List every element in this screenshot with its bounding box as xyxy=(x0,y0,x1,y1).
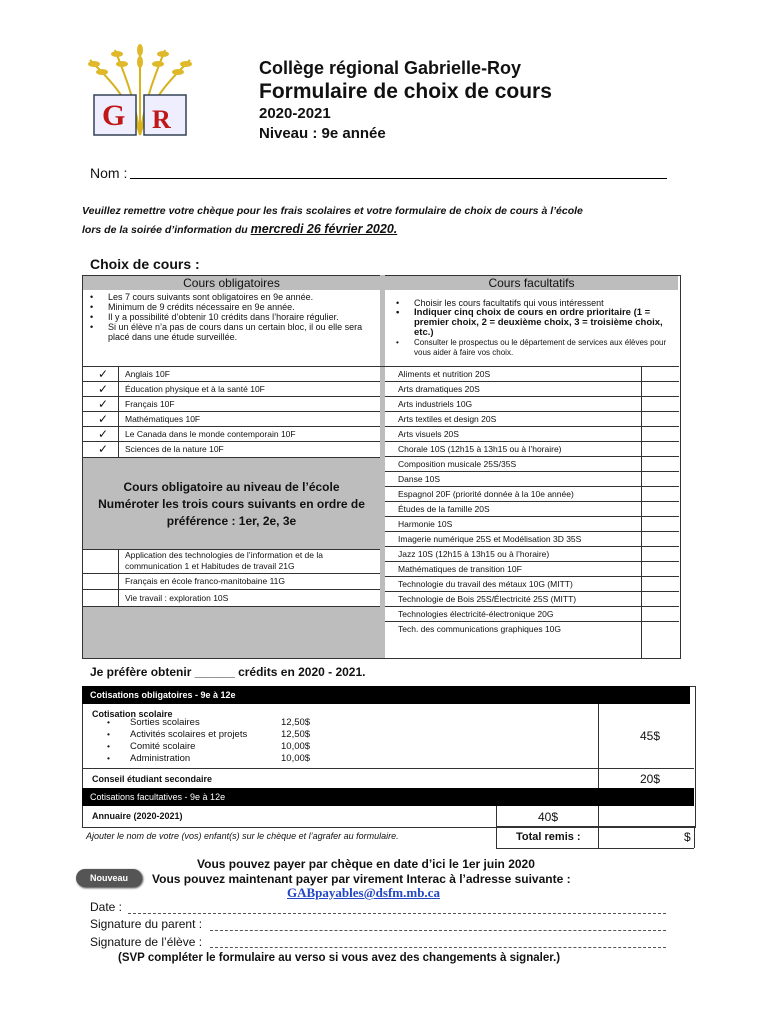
check-icon: ✓ xyxy=(98,412,109,426)
optional-header: Cours facultatifs xyxy=(385,276,678,290)
bullet-icon: • xyxy=(107,717,110,727)
payment-email[interactable]: GABpayables@dsfm.mb.ca xyxy=(287,885,440,900)
mandatory-course: Anglais 10F xyxy=(125,369,170,379)
divider xyxy=(83,441,380,442)
fee-item-amount: 10,00$ xyxy=(281,741,311,752)
school-name: Collège régional Gabrielle-Roy xyxy=(259,58,522,78)
divider xyxy=(83,366,679,367)
priority-input[interactable] xyxy=(642,367,678,381)
divider xyxy=(385,381,679,382)
yearbook-amount: 40$ xyxy=(538,810,559,824)
school-level-course: Application des technologies de l’information et de la communication 1 et Habitudes de travail 21G xyxy=(125,550,323,571)
bullet-icon: • xyxy=(107,753,110,763)
divider xyxy=(385,456,679,457)
fee-item-amount: 12,50$ xyxy=(281,717,311,728)
optional-course: Danse 10S xyxy=(398,474,441,484)
mandatory-course: Sciences de la nature 10F xyxy=(125,444,224,454)
student-council-label: Conseil étudiant secondaire xyxy=(92,774,213,784)
mandatory-instructions xyxy=(86,292,378,342)
student-council-amount: 20$ xyxy=(640,772,661,786)
check-icon: ✓ xyxy=(98,427,109,441)
priority-input[interactable] xyxy=(642,457,678,471)
instruction-text: lors de la soirée d’information du xyxy=(82,224,248,236)
divider xyxy=(385,621,679,622)
optional-course: Arts dramatiques 20S xyxy=(398,384,480,394)
mandatory-course: Éducation physique et à la santé 10F xyxy=(125,384,265,394)
optional-course: Technologies électricité-électronique 20G xyxy=(398,609,554,619)
fee-item-label: Activités scolaires et projets xyxy=(130,729,248,740)
bullet-item: • Choisir les cours facultatifs qui vous intéressent xyxy=(392,298,672,308)
bullet-item: • Les 7 cours suivants sont obligatoires en 9e année. xyxy=(86,292,378,302)
course-choice-title: Choix de cours : xyxy=(90,256,200,272)
priority-input[interactable] xyxy=(642,487,678,501)
name-label: Nom : xyxy=(90,165,128,181)
preference-order: préférence : 1er, 2e, 3e xyxy=(166,514,297,528)
divider xyxy=(496,826,694,827)
school-level-course: Vie travail : exploration 10S xyxy=(125,593,229,603)
priority-input[interactable] xyxy=(642,622,678,636)
optional-course: Tech. des communications graphiques 10G xyxy=(398,624,562,634)
school-level-instruction: Numéroter les trois cours suivants en ordre de xyxy=(98,497,365,511)
divider xyxy=(385,546,679,547)
priority-input[interactable] xyxy=(642,562,678,576)
priority-input[interactable] xyxy=(642,442,678,456)
parent-signature-label: Signature du parent : xyxy=(90,917,203,931)
school-fee-title: Cotisation scolaire xyxy=(92,709,173,719)
svg-text:G: G xyxy=(102,99,126,132)
cheque-note: Ajouter le nom de votre (vos) enfant(s) sur le chèque et l’agrafer au formulaire. xyxy=(86,831,399,841)
bullet-item: • Si un élève n’a pas de cours dans un certain bloc, il ou elle sera placé dans une étude surveillée. xyxy=(86,322,378,342)
divider xyxy=(83,381,380,382)
school-logo xyxy=(80,40,200,150)
optional-course: Harmonie 10S xyxy=(398,519,453,529)
left-col-separator xyxy=(380,275,385,658)
credits-preference[interactable]: Je préfère obtenir ______ crédits en 2020 - 2021. xyxy=(90,665,366,679)
svg-text:R: R xyxy=(152,105,171,134)
divider xyxy=(82,768,694,769)
divider xyxy=(385,606,679,607)
optional-course: Jazz 10S (12h15 à 13h15 ou à l’horaire) xyxy=(398,549,550,559)
divider xyxy=(385,531,679,532)
divider xyxy=(598,704,599,768)
fee-item-amount: 12,50$ xyxy=(281,729,311,740)
divider xyxy=(385,441,679,442)
school-level-title: Cours obligatoire au niveau de l’école xyxy=(123,480,340,494)
school-level-course: Français en école franco-manitobaine 11G xyxy=(125,576,286,586)
new-badge: Nouveau xyxy=(76,869,142,887)
optional-course: Mathématiques de transition 10F xyxy=(398,564,522,574)
bullet-icon: • xyxy=(107,741,110,751)
divider xyxy=(385,426,679,427)
priority-input[interactable] xyxy=(642,577,678,591)
priority-input[interactable] xyxy=(642,382,678,396)
payment-deadline: Vous pouvez payer par chèque en date d’ici le 1er juin 2020 xyxy=(197,857,535,871)
bullet-item: • Il y a possibilité d’obtenir 10 crédits dans l’horaire régulier. xyxy=(86,312,378,322)
optional-course: Technologie de Bois 25S/Électricité 25S (MITT) xyxy=(398,594,577,604)
fee-item-label: Sorties scolaires xyxy=(130,717,200,728)
divider xyxy=(694,826,695,848)
form-title: Formulaire de choix de cours xyxy=(259,80,552,103)
fee-item-label: Comité scolaire xyxy=(130,741,196,752)
mandatory-course: Français 10F xyxy=(125,399,175,409)
grade-level: Niveau : 9e année xyxy=(259,125,386,142)
priority-input[interactable] xyxy=(642,532,678,546)
divider xyxy=(83,573,380,574)
instruction-line-1: Veuillez remettre votre chèque pour les frais scolaires et votre formulaire de choix de cours à l’école xyxy=(82,205,583,217)
divider xyxy=(118,549,119,606)
name-field[interactable] xyxy=(130,178,667,179)
student-signature-field[interactable] xyxy=(210,947,666,949)
instruction-line-2 xyxy=(82,222,397,236)
divider xyxy=(598,768,599,788)
parent-signature-field[interactable] xyxy=(210,930,666,932)
optional-course: Aliments et nutrition 20S xyxy=(398,369,491,379)
check-icon: ✓ xyxy=(98,367,109,381)
mandatory-course: Le Canada dans le monde contemporain 10F xyxy=(125,429,296,439)
total-label: Total remis : xyxy=(516,831,581,843)
divider xyxy=(83,411,380,412)
optional-course: Arts visuels 20S xyxy=(398,429,459,439)
school-year: 2020-2021 xyxy=(259,105,331,122)
optional-fees-header: Cotisations facultatives - 9e à 12e xyxy=(82,788,694,806)
priority-input[interactable] xyxy=(642,592,678,606)
mandatory-course: Mathématiques 10F xyxy=(125,414,201,424)
priority-input[interactable] xyxy=(642,547,678,561)
divider xyxy=(385,516,679,517)
fee-item-label: Administration xyxy=(130,753,191,764)
divider xyxy=(83,426,380,427)
bullet-item: • Consulter le prospectus ou le département de services aux élèves pour vous aider à faire vos choix. xyxy=(392,338,672,358)
divider xyxy=(385,471,679,472)
divider xyxy=(385,486,679,487)
optional-course: Études de la famille 20S xyxy=(398,504,490,514)
divider xyxy=(385,396,679,397)
interac-instruction: Vous pouvez maintenant payer par virement Interac à l’adresse suivante : xyxy=(152,872,571,886)
optional-course: Imagerie numérique 25S et Modélisation 3D 35S xyxy=(398,534,582,544)
priority-input[interactable] xyxy=(642,472,678,486)
optional-instructions xyxy=(392,298,672,358)
school-fee-total: 45$ xyxy=(640,729,661,743)
priority-input[interactable] xyxy=(642,517,678,531)
optional-course: Technologie du travail des métaux 10G (MITT) xyxy=(398,579,573,589)
priority-input[interactable] xyxy=(642,502,678,516)
divider xyxy=(385,576,679,577)
instruction-date: mercredi 26 février 2020. xyxy=(250,222,398,236)
divider xyxy=(118,366,119,458)
date-field[interactable] xyxy=(128,913,666,915)
divider xyxy=(496,806,497,848)
fee-item-amount: 10,00$ xyxy=(281,753,311,764)
blank-grey-area xyxy=(83,607,380,658)
yearbook-label: Annuaire (2020-2021) xyxy=(92,811,183,821)
divider xyxy=(385,501,679,502)
divider xyxy=(83,396,380,397)
optional-course: Espagnol 20F (priorité donnée à la 10e année) xyxy=(398,489,574,499)
mandatory-fees-header: Cotisations obligatoires - 9e à 12e xyxy=(82,686,690,704)
optional-course: Arts industriels 10G xyxy=(398,399,473,409)
divider xyxy=(385,561,679,562)
check-icon: ✓ xyxy=(98,382,109,396)
optional-course: Arts textiles et design 20S xyxy=(398,414,497,424)
divider xyxy=(385,591,679,592)
priority-input[interactable] xyxy=(642,427,678,441)
priority-input[interactable] xyxy=(642,397,678,411)
bullet-icon: • xyxy=(107,729,110,739)
check-icon: ✓ xyxy=(98,442,109,456)
student-signature-label: Signature de l’élève : xyxy=(90,935,203,949)
optional-course: Chorale 10S (12h15 à 13h15 ou à l’horaire) xyxy=(398,444,562,454)
school-level-preference xyxy=(83,514,380,528)
bullet-item: • Indiquer cinq choix de cours en ordre prioritaire (1 = premier choix, 2 = deuxième choix, 3 = troisième choix, etc.) xyxy=(392,308,672,338)
date-label: Date : xyxy=(90,900,123,914)
divider xyxy=(598,806,599,848)
footer-note: (SVP compléter le formulaire au verso si vous avez des changements à signaler.) xyxy=(118,952,561,964)
mandatory-header: Cours obligatoires xyxy=(83,276,380,290)
total-amount-field[interactable]: $ xyxy=(684,830,691,844)
bullet-item: • Minimum de 9 crédits nécessaire en 9e année. xyxy=(86,302,378,312)
check-icon: ✓ xyxy=(98,397,109,411)
priority-input[interactable] xyxy=(642,607,678,621)
divider xyxy=(83,589,380,590)
optional-course: Composition musicale 25S/35S xyxy=(398,459,517,469)
divider xyxy=(496,848,694,849)
priority-input[interactable] xyxy=(642,412,678,426)
divider xyxy=(385,411,679,412)
